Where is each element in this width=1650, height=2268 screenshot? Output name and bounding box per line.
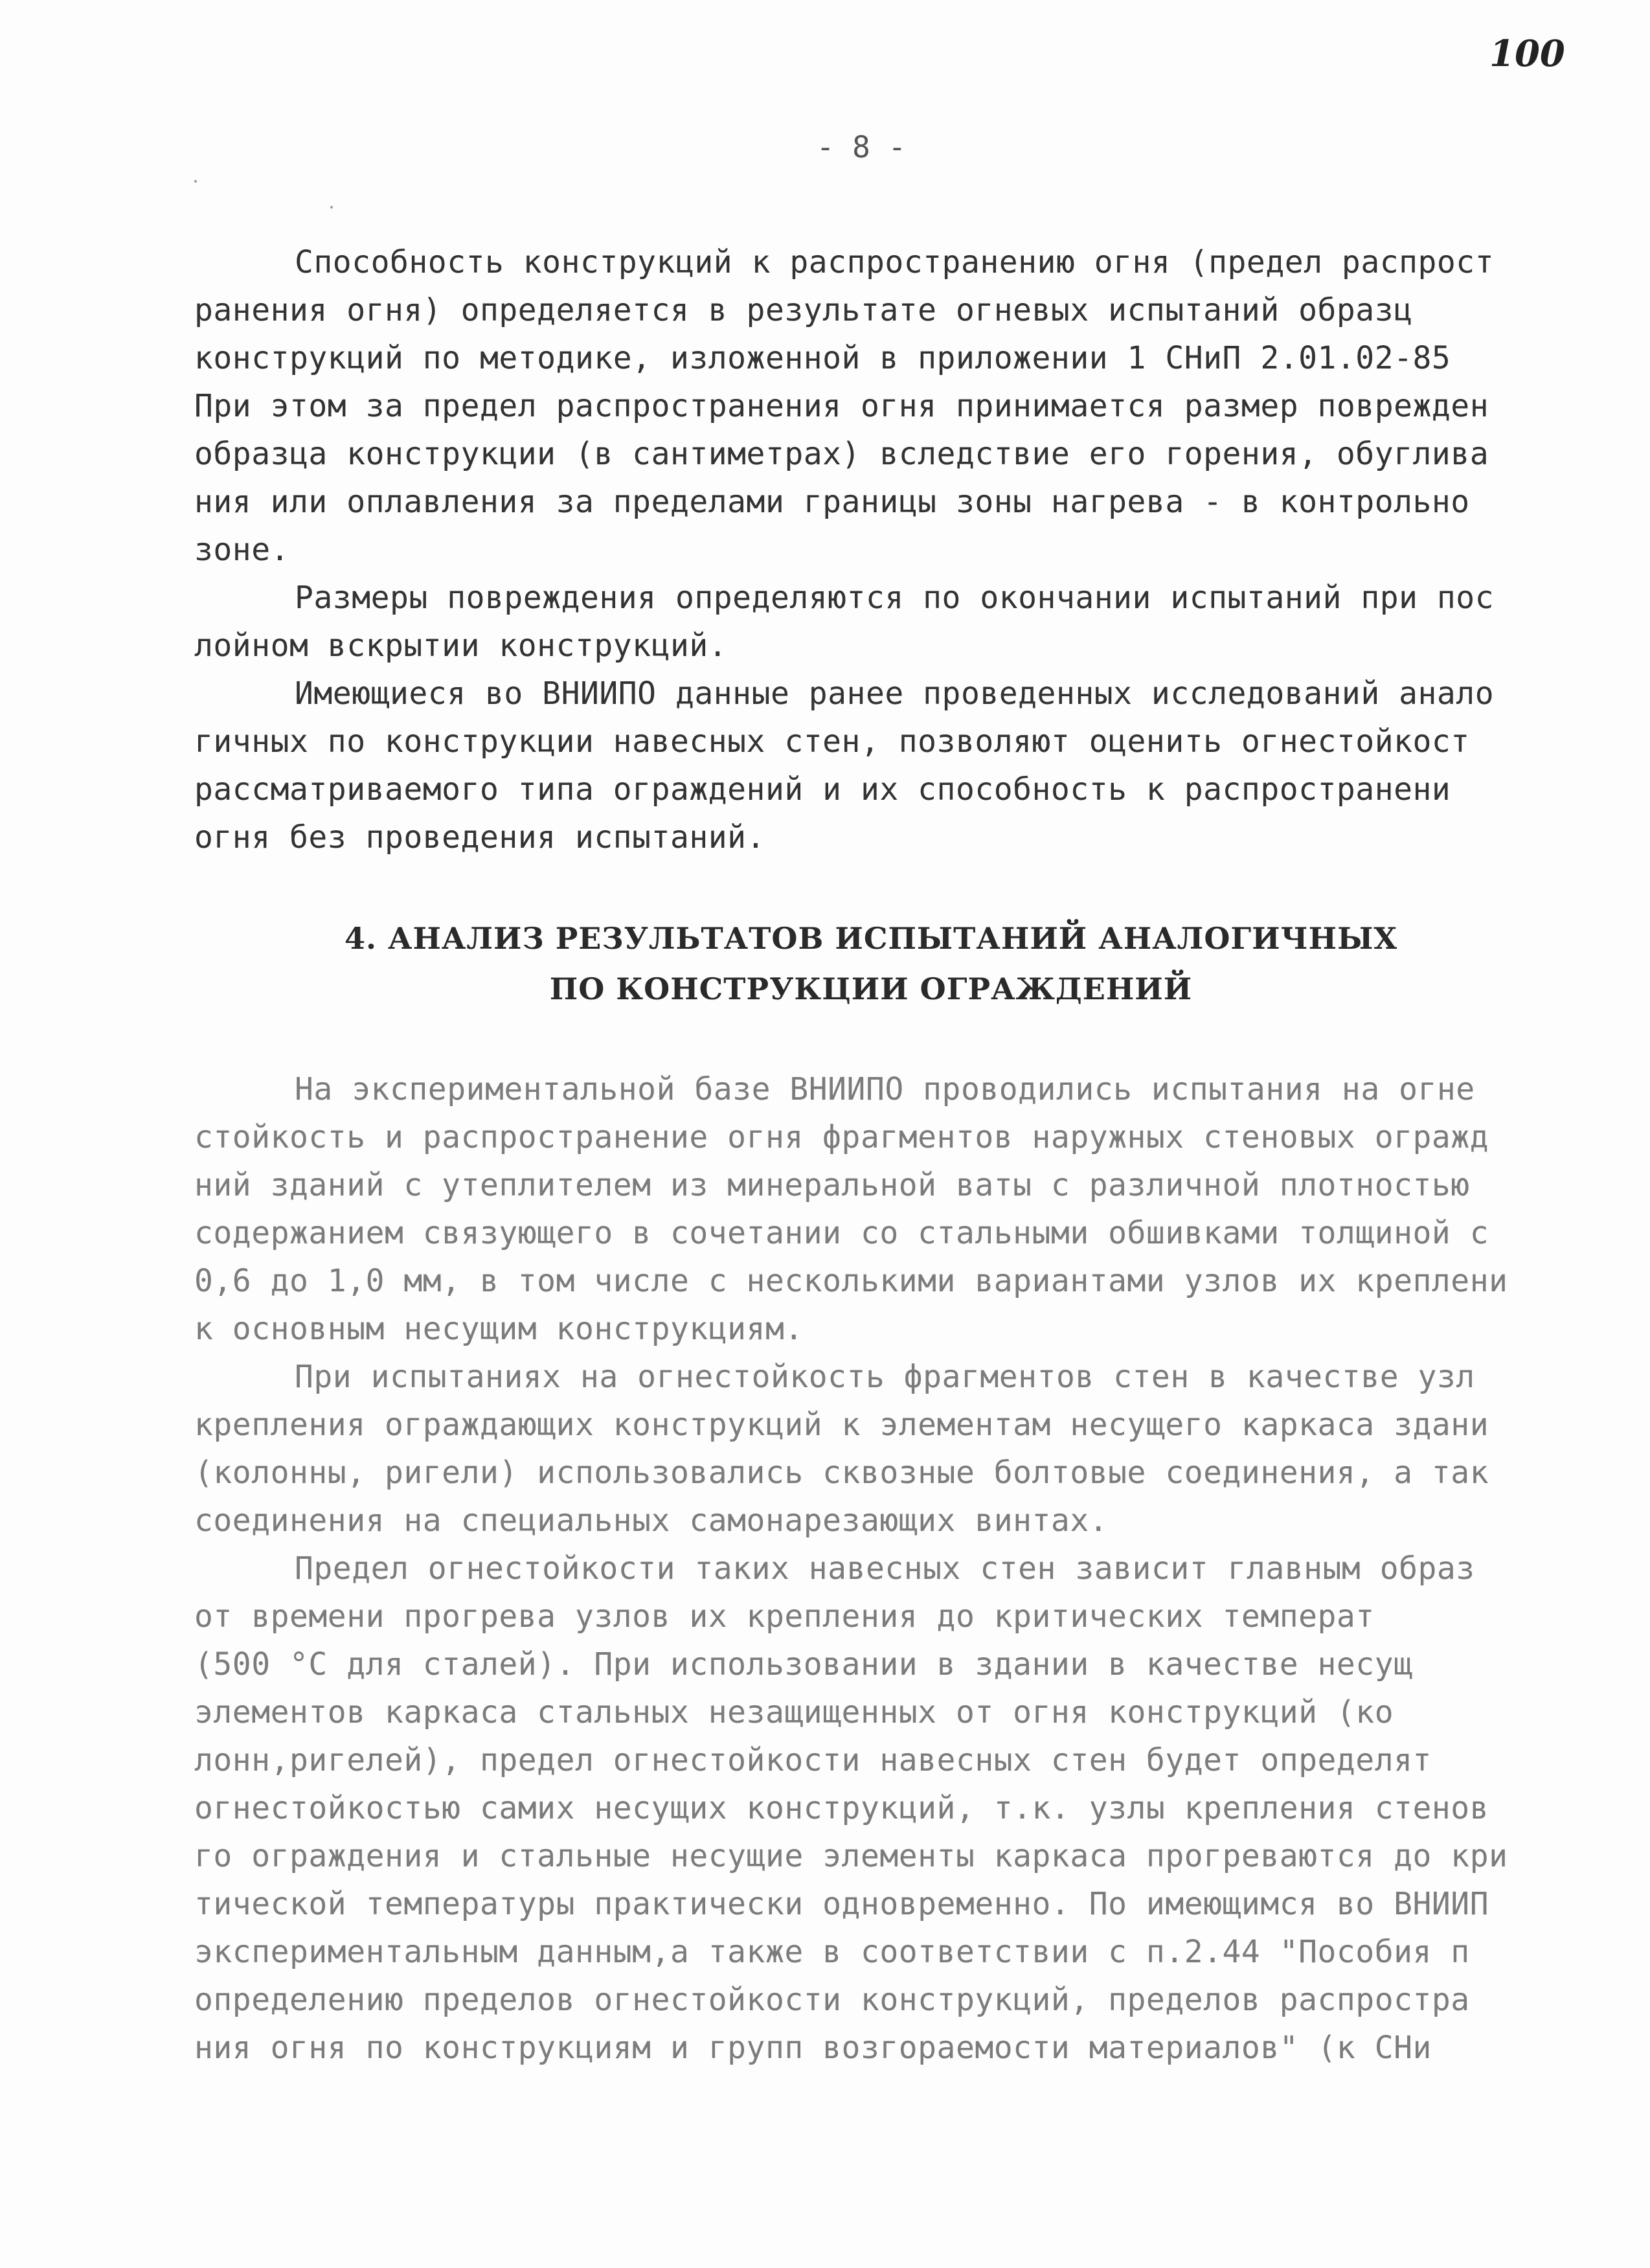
text-line: экспериментальным данным,а также в соответствии с п.2.44 "Пособия п [194,1934,1470,1970]
text-line: соединения на специальных самонарезающих винтах. [194,1503,1109,1539]
section-heading [194,913,1548,1014]
text-line: рассматриваемого типа ограждений и их способность к распространени [194,771,1451,808]
scan-speck [330,206,333,209]
text-line: го ограждения и стальные несущие элементы каркаса прогреваются до кри [194,1838,1508,1874]
text-line: тической температуры практически одновременно. По имеющимся во ВНИИП [194,1886,1489,1922]
heading-line-2: ПО КОНСТРУКЦИИ ОГРАЖДЕНИЙ [549,971,1193,1006]
text-line: ния огня по конструкциям и групп возгораемости материалов" (к СНи [194,2030,1432,2066]
text-line: Способность конструкций к распространению огня (предел распрост [295,244,1495,280]
text-line: Предел огнестойкости таких навесных стен зависит главным образ [295,1550,1475,1587]
page-number: - 8 - [816,130,907,164]
paragraph-block-1 [194,238,1548,861]
paragraph-block-2 [194,1065,1548,2072]
text-line: ранения огня) определяется в результате огневых испытаний образц [194,292,1413,328]
text-line: ний зданий с утеплителем из минеральной ваты с различной плотностью [194,1167,1470,1203]
text-line: (колонны, ригели) использовались сквозные болтовые соединения, а так [194,1455,1489,1491]
text-line: стойкость и распространение огня фрагментов наружных стеновых огражд [194,1119,1489,1155]
heading-line-1: 4. АНАЛИЗ РЕЗУЛЬТАТОВ ИСПЫТАНИЙ АНАЛОГИЧНЫХ [344,921,1398,956]
text-line: На экспериментальной базе ВНИИПО проводились испытания на огне [295,1071,1475,1107]
text-line: При испытаниях на огнестойкость фрагментов стен в качестве узл [295,1359,1475,1395]
text-line: (500 °С для сталей). При использовании в здании в качестве несущ [194,1646,1413,1683]
text-line: образца конструкции (в сантиметрах) вследствие его горения, обуглива [194,436,1489,472]
text-line: гичных по конструкции навесных стен, позволяют оценить огнестойкост [194,723,1470,760]
text-line: зоне. [194,532,289,568]
text-line: от времени прогрева узлов их крепления до критических температ [194,1598,1375,1635]
text-line: лонн,ригелей), предел огнестойкости навесных стен будет определят [194,1742,1432,1778]
text-line: огня без проведения испытаний. [194,819,765,856]
text-line: ния или оплавления за пределами границы зоны нагрева - в контрольно [194,484,1470,520]
scan-speck [194,180,197,183]
text-line: конструкций по методике, изложенной в приложении 1 СНиП 2.01.02-85 [194,340,1451,376]
text-line: Имеющиеся во ВНИИПО данные ранее проведенных исследований анало [295,675,1495,712]
text-line: огнестойкостью самих несущих конструкций, т.к. узлы крепления стенов [194,1790,1489,1826]
text-line: к основным несущим конструкциям. [194,1311,804,1347]
text-line: 0,6 до 1,0 мм, в том числе с несколькими вариантами узлов их креплени [194,1263,1508,1299]
text-line: лойном вскрытии конструкций. [194,628,728,664]
text-line: Размеры повреждения определяются по окончании испытаний при пос [295,580,1495,616]
archive-page-number: 100 [1489,32,1565,75]
text-line: крепления ограждающих конструкций к элементам несущего каркаса здани [194,1407,1489,1443]
text-line: определению пределов огнестойкости конструкций, пределов распростра [194,1982,1470,2018]
text-line: содержанием связующего в сочетании со стальными обшивками толщиной с [194,1215,1489,1251]
text-line: элементов каркаса стальных незащищенных от огня конструкций (ко [194,1694,1394,1730]
text-line: При этом за предел распространения огня принимается размер поврежден [194,388,1489,424]
